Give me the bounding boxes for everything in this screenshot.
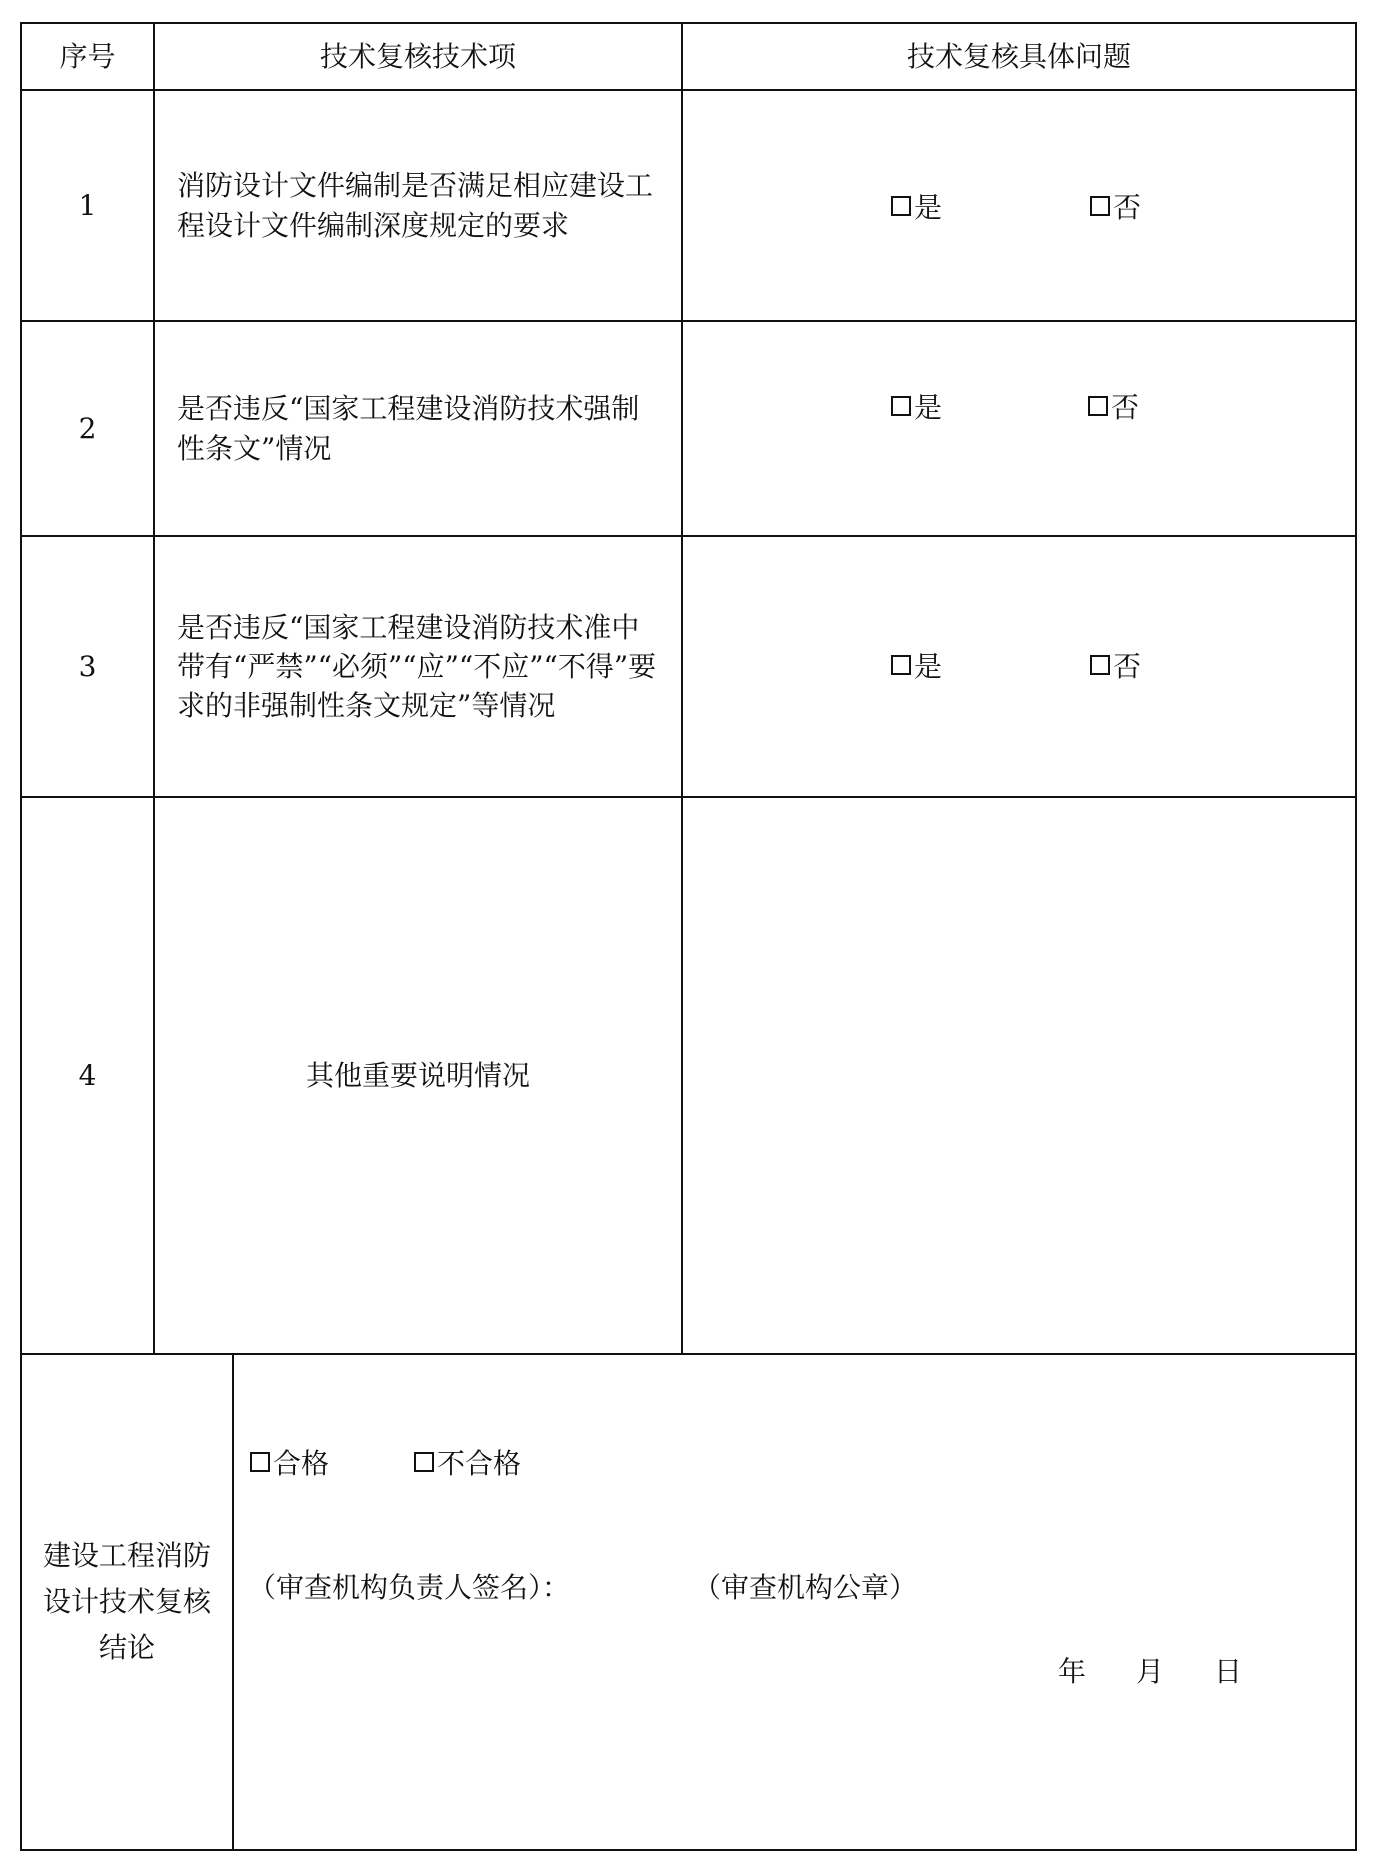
- pass-option[interactable]: [250, 1442, 329, 1482]
- row-2-no-label: 否: [1111, 391, 1140, 424]
- row-1-no-option[interactable]: [1090, 186, 1141, 226]
- row-3-item-text: 是否违反“国家工程建设消防技术准中带有“严禁”“必须”“应”“不应”“不得”要求的非强制性条文规定”等情况: [177, 610, 657, 723]
- row-2-no: 2: [78, 411, 97, 445]
- row-2-yes-label: 是: [914, 391, 943, 424]
- row-4-no: 4: [78, 1058, 97, 1092]
- date-day-label: 日: [1214, 1655, 1243, 1688]
- conclusion-label: [22, 1355, 232, 1849]
- row-3-no: 3: [78, 649, 97, 683]
- row-2-item: [155, 322, 681, 535]
- checkbox-icon[interactable]: [891, 396, 911, 416]
- row-3-yes-label: 是: [914, 650, 943, 683]
- row-2-yes-option[interactable]: [891, 386, 942, 426]
- conclusion-label-text: 建设工程消防设计技术复核结论: [42, 1538, 211, 1665]
- date-year-label: 年: [1058, 1655, 1087, 1688]
- row-1-yes-option[interactable]: [891, 186, 942, 226]
- table-bottom-border: [20, 1849, 1357, 1851]
- checkbox-icon[interactable]: [891, 196, 911, 216]
- checkbox-icon[interactable]: [1090, 196, 1110, 216]
- table-right-border: [1355, 22, 1357, 1851]
- row-1-item-text: 消防设计文件编制是否满足相应建设工程设计文件编制深度规定的要求: [177, 169, 654, 242]
- row-4-issue-area[interactable]: [683, 798, 1355, 1353]
- checkbox-icon[interactable]: [1090, 655, 1110, 675]
- row-1-no: 1: [78, 188, 97, 222]
- checkbox-icon[interactable]: [891, 655, 911, 675]
- reviewer-signature-label: （审查机构负责人签名）：: [248, 1571, 571, 1604]
- row-3-no-label: 否: [1113, 650, 1142, 683]
- header-col-issue: 技术复核具体问题: [906, 39, 1131, 73]
- conclusion-divider: [232, 1353, 234, 1851]
- checkbox-icon[interactable]: [250, 1452, 270, 1472]
- fail-option[interactable]: [414, 1442, 521, 1482]
- review-agency-seal-label: （审查机构公章）: [693, 1571, 918, 1604]
- fail-label: 不合格: [437, 1447, 522, 1480]
- header-col-no: 序号: [59, 39, 116, 73]
- checkbox-icon[interactable]: [414, 1452, 434, 1472]
- row-3-no-option[interactable]: [1090, 645, 1141, 685]
- row-2-item-text: 是否违反“国家工程建设消防技术强制性条文”情况: [177, 392, 640, 465]
- pass-label: 合格: [273, 1447, 330, 1480]
- checkbox-icon[interactable]: [1088, 396, 1108, 416]
- row-3-item: [155, 537, 681, 796]
- header-col-item: 技术复核技术项: [319, 39, 516, 73]
- row-2-no-option[interactable]: [1088, 386, 1139, 426]
- date-month-label: 月: [1136, 1655, 1165, 1688]
- row-1-item: [155, 91, 681, 320]
- row-1-yes-label: 是: [914, 191, 943, 224]
- row-1-no-label: 否: [1113, 191, 1142, 224]
- row-3-yes-option[interactable]: [891, 645, 942, 685]
- row-4-item: 其他重要说明情况: [305, 1058, 530, 1092]
